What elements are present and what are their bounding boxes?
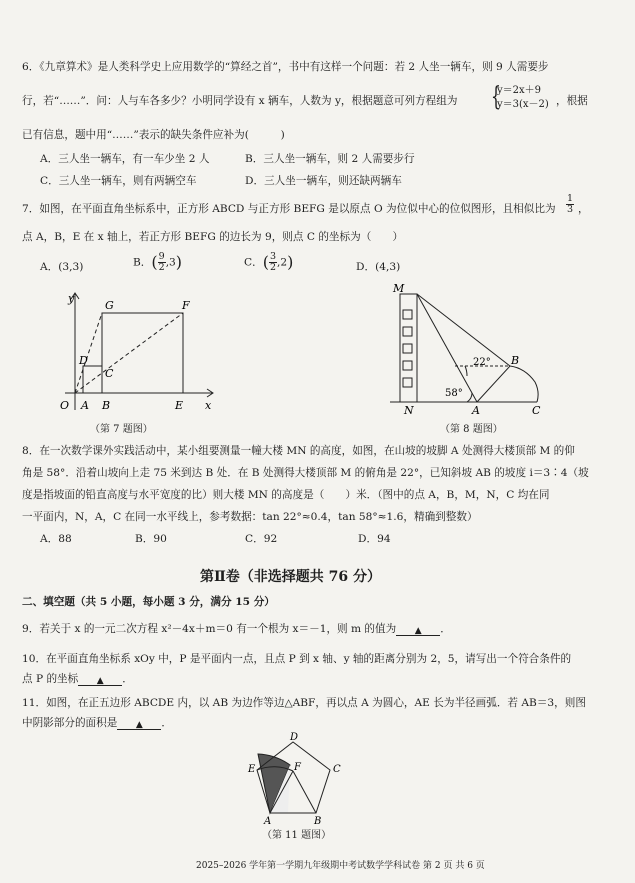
q11-label-c: C	[333, 764, 341, 775]
q10-answer-blank[interactable]: ▲	[78, 673, 122, 686]
q11-answer-blank[interactable]: ▲	[117, 717, 161, 730]
q8-label-c: C	[532, 404, 541, 417]
q11-label-a: A	[264, 816, 272, 825]
q8-angle-22: 22°	[473, 357, 491, 368]
part2-title: 第Ⅱ卷（非选择题共 76 分）	[200, 569, 382, 585]
q11-line2: 中阴影部分的面积是 ▲ ．	[22, 717, 172, 730]
q10-line2: 点 P 的坐标 ▲ ．	[22, 673, 133, 686]
q8-slope-ab	[477, 366, 510, 402]
q8-label-a: A	[472, 404, 480, 417]
q7-option-c: C．( $\frac{3}{2}$ ,2)	[244, 251, 294, 273]
q6-option-a: A．三人坐一辆车，有一车少坐 2 人	[40, 153, 210, 165]
q9-line: 9．若关于 x 的一元二次方程 x²－4x＋m＝0 有一个根为 x＝－1，则 m 的值为 ▲ ．	[22, 623, 451, 636]
q7-label-b: B	[102, 399, 111, 412]
q8-option-a: A．88	[40, 533, 72, 545]
q7-figure-caption: （第 7 题图）	[90, 424, 153, 435]
q7-label-x: x	[205, 399, 212, 412]
q8-option-b: B．90	[135, 533, 167, 545]
q8-option-d: D．94	[358, 533, 391, 545]
q11-label-d: D	[290, 732, 299, 743]
q11-segment-bf	[293, 771, 316, 813]
q6-equation-2: y＝3(x－2)	[497, 99, 549, 110]
q11-label-e: E	[248, 764, 256, 775]
q7-dashed-of	[75, 313, 183, 393]
q8-label-b: B	[511, 354, 520, 367]
q11-line1: 11．如图，在正五边形 ABCDE 内，以 AB 为边作等边△ABF，再以点 A 为圆心，AE 长为半径画弧．若 AB＝3，则图	[22, 697, 586, 709]
q8-angle-58: 58°	[445, 388, 463, 399]
q11-figure	[240, 730, 350, 825]
q9-answer-blank[interactable]: ▲	[396, 623, 440, 636]
q6-option-d: D．三人坐一辆车，则还缺两辆车	[245, 175, 402, 187]
q7-label-e: E	[175, 399, 184, 412]
q7-label-f: F	[182, 299, 190, 312]
q11-figure-caption: （第 11 题图）	[262, 830, 332, 841]
fill-in-section-title: 二、填空题（共 5 小题，每小题 3 分，满分 15 分）	[22, 596, 275, 608]
q7-label-o: O	[60, 399, 70, 412]
q8-label-m: M	[393, 282, 405, 295]
q7-option-a: A．(3,3)	[40, 261, 84, 273]
q7-dashed-og	[75, 313, 102, 393]
q7-label-a: A	[81, 399, 89, 412]
q6-line3: 已有信息，题中用“……”表示的缺失条件应补为( )	[22, 129, 285, 141]
q7-label-g: G	[105, 299, 114, 312]
q8-hill	[510, 366, 538, 402]
page-footer: 2025–2026 学年第一学期九年级期中考试数学学科试卷 第 2 页 共 6 页	[196, 861, 485, 871]
q7-ratio	[566, 194, 574, 215]
q7-square-befg	[102, 313, 183, 393]
q7-line1-end: ，	[578, 203, 589, 215]
q7-line2: 点 A，B，E 在 x 轴上，若正方形 BEFG 的边长为 9，则点 C 的坐标为（ ）	[22, 231, 404, 243]
q6-option-b: B．三人坐一辆车，则 2 人需要步行	[245, 153, 415, 165]
q8-line-mb	[417, 294, 510, 366]
q8-line1: 8．在一次数学课外实践活动中，某小组要测量一幢大楼 MN 的高度，如图，在山坡的坡脚 A 处测得大楼顶部 M 的仰	[22, 445, 575, 457]
q8-line2: 角是 58°．沿着山坡向上走 75 米到达 B 处．在 B 处测得大楼顶部 M 的俯角是 22°，已知斜坡 AB 的坡度 i＝3∶4（坡	[22, 467, 589, 479]
q8-line-ma	[417, 294, 477, 402]
q7-ratio-numerator: 1	[567, 193, 574, 204]
q6-equation-1: y＝2x＋9	[497, 85, 542, 96]
q11-label-f: F	[294, 762, 301, 773]
q11-label-b: B	[314, 816, 322, 825]
q7-option-d: D．(4,3)	[356, 261, 401, 273]
q8-line4: 一平面内，N，A，C 在同一水平线上，参考数据：tan 22°≈0.4，tan 58°≈1.6，精确到整数）	[22, 511, 478, 523]
q7-label-y: y	[68, 292, 75, 305]
q7-ratio-denominator: 3	[567, 204, 574, 215]
q6-line2: 行，若“……”．问：人与车各多少？小明同学设有 x 辆车，人数为 y，根据题意可列方程组为	[22, 95, 458, 107]
q8-label-n: N	[404, 404, 414, 417]
q8-figure	[385, 280, 560, 418]
q8-option-c: C．92	[245, 533, 278, 545]
q7-label-d: D	[79, 354, 88, 367]
q6-line1: 6．《九章算术》是人类科学史上应用数学的“算经之首”，书中有这样一个问题：若 2 人坐一辆车，则 9 人需要步	[22, 61, 549, 73]
q6-equation-system: { y＝2x＋9 y＝3(x－2)	[491, 82, 549, 112]
q6-line2-end: ，根据	[556, 95, 588, 107]
q7-line1: 7．如图，在平面直角坐标系中，正方形 ABCD 与正方形 BEFG 是以原点 O 为位似中心的位似图形，且相似比为	[22, 203, 556, 215]
q6-option-c: C．三人坐一辆车，则有两辆空车	[40, 175, 197, 187]
q7-label-c: C	[105, 367, 114, 380]
q7-figure	[55, 285, 225, 420]
q8-figure-caption: （第 8 题图）	[440, 424, 503, 435]
q10-line1: 10．在平面直角坐标系 xOy 中，P 是平面内一点，且点 P 到 x 轴、y 轴的距离分别为 2，5，请写出一个符合条件的	[22, 653, 572, 665]
q8-line3: 度是指坡面的铅直高度与水平宽度的比）则大楼 MN 的高度是（ ）米．（图中的点 A，B，M，N，C 均在同	[22, 489, 550, 501]
q7-option-b: B．( $\frac{9}{2}$ ,3)	[133, 251, 183, 273]
